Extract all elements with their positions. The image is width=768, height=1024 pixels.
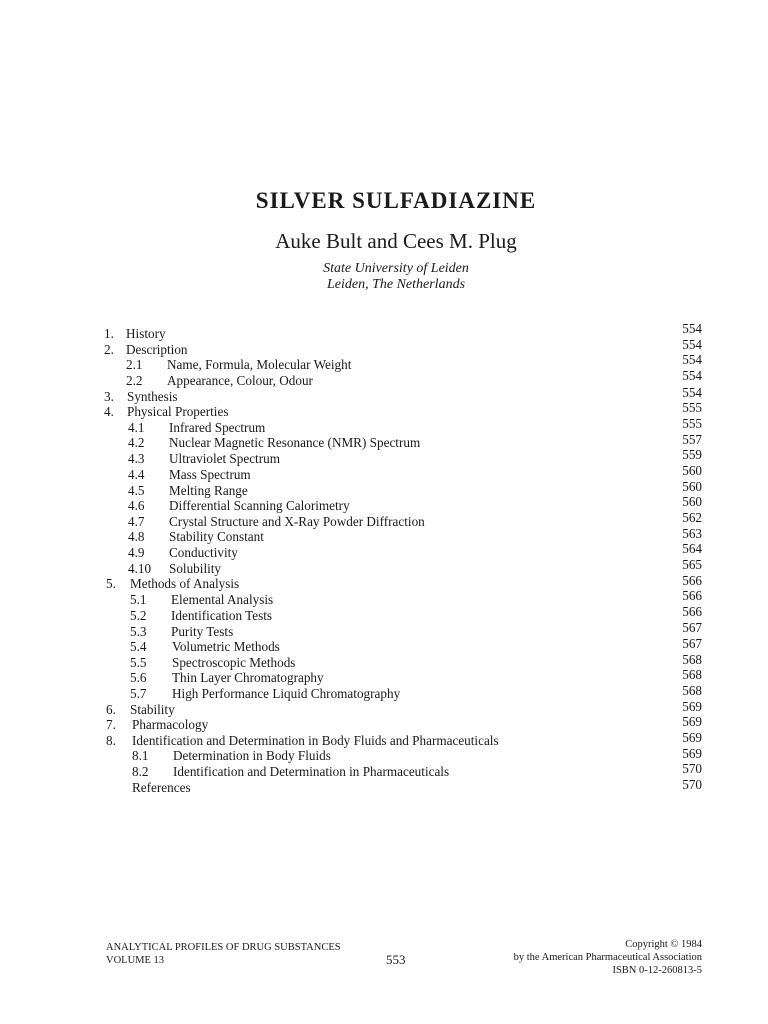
toc-number: 5. bbox=[106, 576, 116, 591]
toc-number: 4.9 bbox=[128, 545, 145, 560]
toc-label: High Performance Liquid Chromatography bbox=[172, 686, 401, 701]
toc-page-number: 564 bbox=[682, 541, 702, 556]
toc-number: 4.8 bbox=[128, 529, 145, 544]
affiliation-location: Leiden, The Netherlands bbox=[326, 277, 466, 292]
toc-label: Identification Tests bbox=[171, 608, 273, 623]
toc-number: 4.10 bbox=[128, 561, 152, 576]
toc-number: 8. bbox=[106, 733, 116, 748]
toc-label: Crystal Structure and X-Ray Powder Diffraction bbox=[169, 514, 425, 529]
toc-label: Elemental Analysis bbox=[171, 592, 274, 607]
article-authors: Auke Bult and Cees M. Plug bbox=[275, 229, 517, 253]
toc-page-number: 570 bbox=[682, 761, 702, 776]
toc-label: Differential Scanning Calorimetry bbox=[169, 498, 350, 513]
footer-page-number: 553 bbox=[386, 952, 406, 967]
toc-number: 4.2 bbox=[128, 435, 145, 450]
toc-label: Spectroscopic Methods bbox=[172, 655, 296, 670]
toc-page-number: 568 bbox=[682, 652, 702, 667]
toc-number: 4.7 bbox=[128, 514, 145, 529]
toc-page-number: 555 bbox=[682, 416, 702, 431]
toc-number: 7. bbox=[106, 717, 116, 732]
toc-number: 2.2 bbox=[126, 373, 143, 388]
toc-label: Infrared Spectrum bbox=[169, 420, 266, 435]
footer-volume: VOLUME 13 bbox=[106, 955, 165, 966]
toc-page-number: 569 bbox=[682, 699, 702, 714]
toc-number: 4. bbox=[104, 404, 114, 419]
toc-page-number: 566 bbox=[682, 573, 702, 588]
toc-label: Stability Constant bbox=[169, 529, 264, 544]
footer-series-title: ANALYTICAL PROFILES OF DRUG SUBSTANCES bbox=[106, 942, 341, 953]
toc-number: 5.3 bbox=[130, 624, 147, 639]
footer-copyright-year: Copyright © 1984 bbox=[625, 939, 702, 950]
toc-page-number: 560 bbox=[682, 479, 702, 494]
toc-label: Ultraviolet Spectrum bbox=[169, 451, 280, 466]
toc-page-number: 565 bbox=[682, 557, 702, 572]
toc-number: 5.2 bbox=[130, 608, 147, 623]
toc-page-number: 560 bbox=[682, 494, 702, 509]
toc-page-number: 554 bbox=[682, 352, 702, 367]
toc-number: 2. bbox=[104, 342, 114, 357]
toc-label: Mass Spectrum bbox=[169, 467, 251, 482]
toc-page-number: 566 bbox=[682, 604, 702, 619]
toc-number: 8.1 bbox=[132, 748, 149, 763]
toc-number: 4.6 bbox=[128, 498, 145, 513]
footer-series bbox=[106, 941, 341, 967]
toc-label: Description bbox=[126, 342, 188, 357]
toc-label: Stability bbox=[130, 702, 175, 717]
toc-label: Physical Properties bbox=[127, 404, 229, 419]
toc-page-number: 568 bbox=[682, 683, 702, 698]
toc-page-number: 554 bbox=[682, 337, 702, 352]
toc-page-number: 559 bbox=[682, 447, 702, 462]
toc-number: 1. bbox=[104, 326, 114, 341]
toc-page-number: 554 bbox=[682, 368, 702, 383]
toc-page-number: 554 bbox=[682, 321, 702, 336]
toc-label: Determination in Body Fluids bbox=[173, 748, 331, 763]
footer-copyright bbox=[514, 938, 702, 977]
toc-number: 4.4 bbox=[128, 467, 145, 482]
toc-number: 6. bbox=[106, 702, 116, 717]
toc-number: 5.6 bbox=[130, 670, 147, 685]
affiliation-university: State University of Leiden bbox=[323, 261, 469, 276]
toc-label: Identification and Determination in Pharmaceuticals bbox=[173, 764, 450, 779]
toc-label: Purity Tests bbox=[171, 624, 234, 639]
toc-number: 5.7 bbox=[130, 686, 147, 701]
toc-label: Melting Range bbox=[169, 483, 248, 498]
toc-page-number: 557 bbox=[682, 432, 702, 447]
toc-label: Name, Formula, Molecular Weight bbox=[167, 357, 352, 372]
toc-number: 2.1 bbox=[126, 357, 143, 372]
toc-number: 8.2 bbox=[132, 764, 149, 779]
toc-page-number: 567 bbox=[682, 636, 702, 651]
toc-label: Pharmacology bbox=[132, 717, 209, 732]
toc-label: Thin Layer Chromatography bbox=[172, 670, 324, 685]
toc-page-number: 569 bbox=[682, 730, 702, 745]
toc-label: References bbox=[132, 780, 191, 795]
toc-label: Conductivity bbox=[169, 545, 238, 560]
toc-page-number: 560 bbox=[682, 463, 702, 478]
toc-number: 5.5 bbox=[130, 655, 147, 670]
toc-label: Synthesis bbox=[127, 389, 178, 404]
toc-page-number: 566 bbox=[682, 588, 702, 603]
footer-publisher: by the American Pharmaceutical Association bbox=[513, 952, 702, 963]
toc-page-number: 555 bbox=[682, 400, 702, 415]
toc-number: 3. bbox=[104, 389, 114, 404]
toc-label: History bbox=[126, 326, 166, 341]
toc-number: 5.1 bbox=[130, 592, 147, 607]
toc-label: Volumetric Methods bbox=[172, 639, 280, 654]
article-title: SILVER SULFADIAZINE bbox=[255, 188, 537, 213]
toc-page-number: 554 bbox=[682, 385, 702, 400]
footer-isbn: ISBN 0-12-260813-5 bbox=[612, 965, 702, 976]
toc-label: Appearance, Colour, Odour bbox=[167, 373, 313, 388]
toc-page-number: 563 bbox=[682, 526, 702, 541]
toc-number: 4.5 bbox=[128, 483, 145, 498]
toc-page-number: 568 bbox=[682, 667, 702, 682]
toc-label: Nuclear Magnetic Resonance (NMR) Spectrum bbox=[169, 435, 421, 450]
toc-page-number: 570 bbox=[682, 777, 702, 792]
toc-label: Identification and Determination in Body Fluids and Pharmaceuticals bbox=[132, 733, 499, 748]
toc-label: Solubility bbox=[169, 561, 222, 576]
toc-number: 4.3 bbox=[128, 451, 145, 466]
toc-label: Methods of Analysis bbox=[130, 576, 240, 591]
toc-page-number: 569 bbox=[682, 714, 702, 729]
toc-number: 4.1 bbox=[128, 420, 145, 435]
toc-number: 5.4 bbox=[130, 639, 147, 654]
toc-page-number: 562 bbox=[682, 510, 702, 525]
toc-page-number: 567 bbox=[682, 620, 702, 635]
toc-page-number: 569 bbox=[682, 746, 702, 761]
